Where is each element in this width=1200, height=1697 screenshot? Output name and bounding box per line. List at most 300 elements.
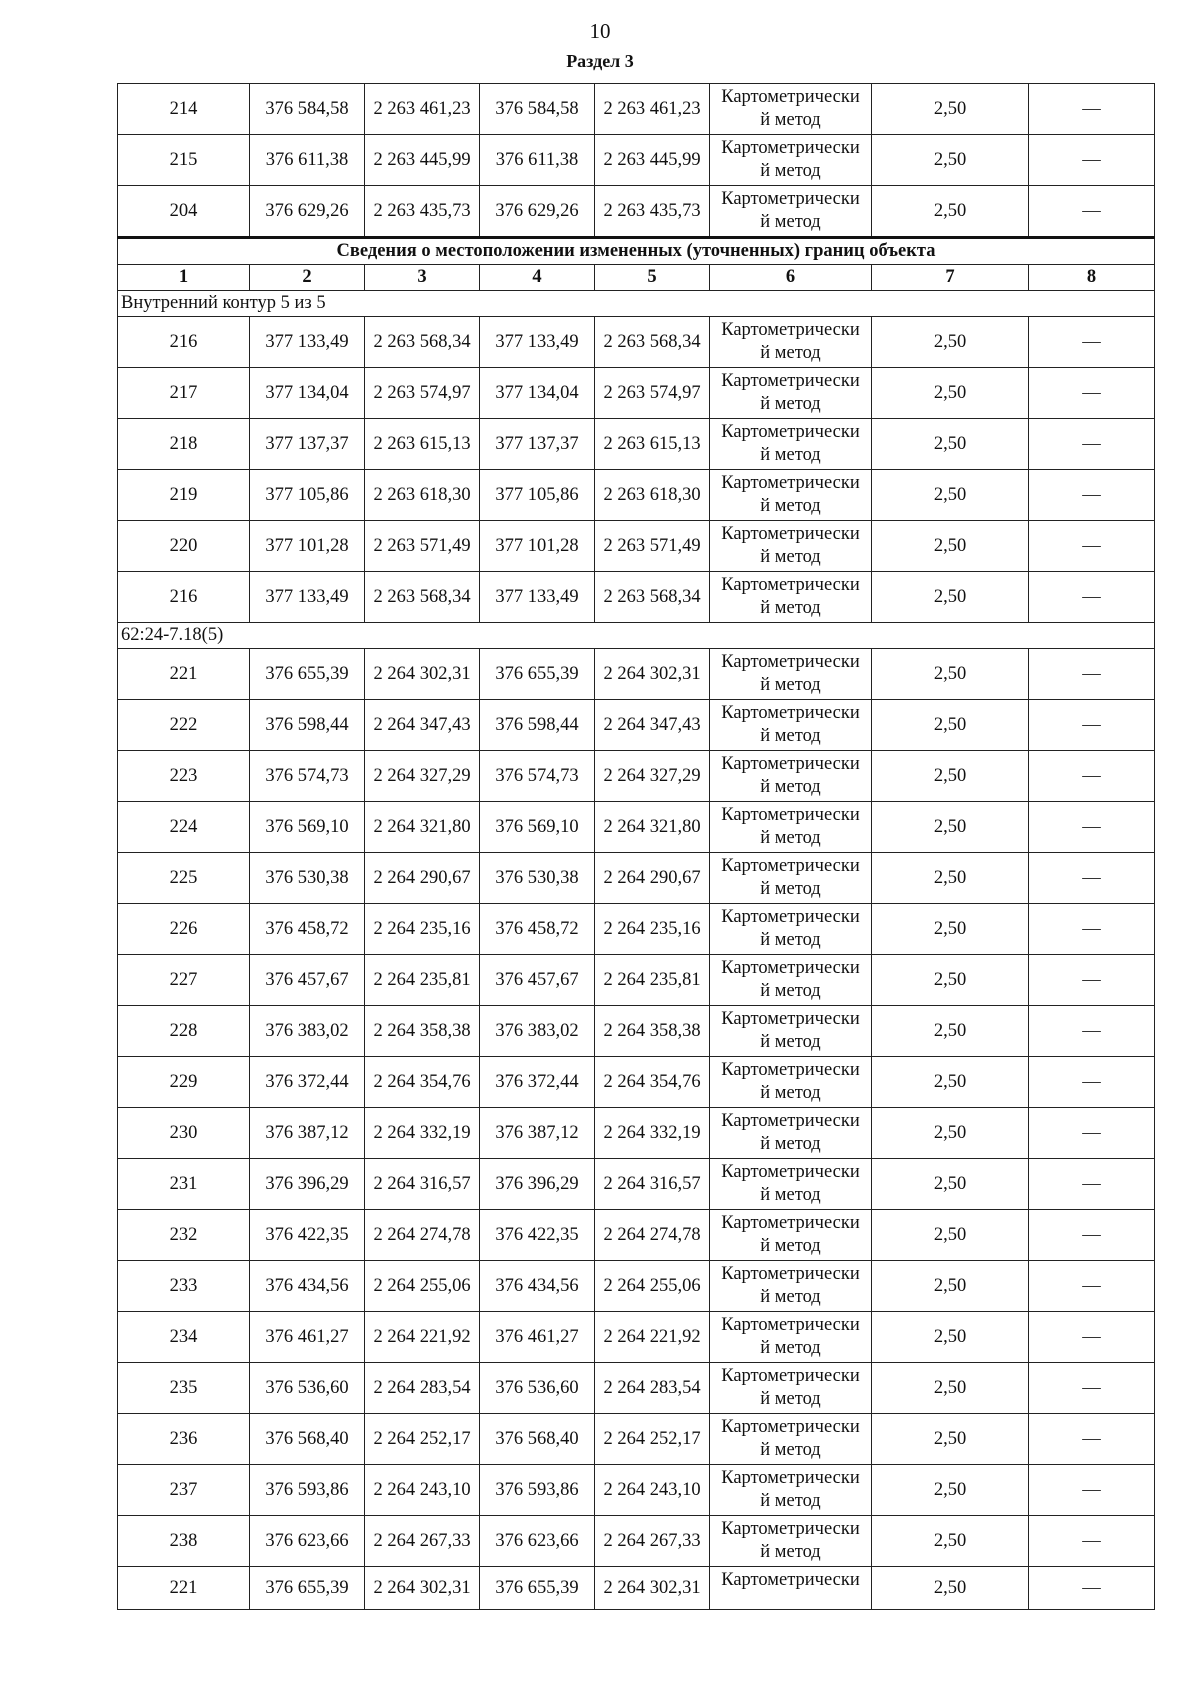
table-row bbox=[118, 84, 1155, 135]
table-row bbox=[118, 751, 1155, 802]
point-number-cell: 237 bbox=[118, 1465, 250, 1516]
method-line-1: Картометрически bbox=[721, 1162, 860, 1182]
note-cell: — bbox=[1029, 1159, 1155, 1210]
x-existing-cell: 376 598,44 bbox=[250, 700, 365, 751]
method-line-1: Картометрически bbox=[721, 1366, 860, 1386]
accuracy-cell: 2,50 bbox=[872, 317, 1029, 368]
method-line-1: Картометрически bbox=[721, 652, 860, 672]
method-line-1: Картометрически bbox=[721, 1570, 860, 1590]
note-cell: — bbox=[1029, 802, 1155, 853]
method-line-2: й метод bbox=[760, 1032, 821, 1052]
method-line-2: й метод bbox=[760, 879, 821, 899]
method-line-2: й метод bbox=[760, 675, 821, 695]
section-heading: Сведения о местоположении измененных (уточненных) границ объекта bbox=[118, 238, 1155, 265]
note-cell: — bbox=[1029, 1006, 1155, 1057]
point-number-cell: 230 bbox=[118, 1108, 250, 1159]
accuracy-cell: 2,50 bbox=[872, 751, 1029, 802]
y-existing-cell: 2 264 243,10 bbox=[365, 1465, 480, 1516]
y-existing-cell: 2 263 571,49 bbox=[365, 521, 480, 572]
y-refined-cell: 2 264 274,78 bbox=[595, 1210, 710, 1261]
method-line-1: Картометрически bbox=[721, 856, 860, 876]
accuracy-cell: 2,50 bbox=[872, 1516, 1029, 1567]
y-existing-cell: 2 263 435,73 bbox=[365, 186, 480, 238]
point-number-cell: 216 bbox=[118, 572, 250, 623]
x-refined-cell: 376 655,39 bbox=[480, 649, 595, 700]
x-refined-cell: 376 598,44 bbox=[480, 700, 595, 751]
method-cell bbox=[710, 1261, 872, 1312]
x-refined-cell: 376 629,26 bbox=[480, 186, 595, 238]
note-cell: — bbox=[1029, 572, 1155, 623]
method-cell bbox=[710, 904, 872, 955]
y-refined-cell: 2 264 327,29 bbox=[595, 751, 710, 802]
method-line-2: й метод bbox=[760, 1287, 821, 1307]
x-refined-cell: 377 101,28 bbox=[480, 521, 595, 572]
x-refined-cell: 376 568,40 bbox=[480, 1414, 595, 1465]
y-refined-cell: 2 263 445,99 bbox=[595, 135, 710, 186]
method-cell bbox=[710, 1210, 872, 1261]
x-refined-cell: 376 387,12 bbox=[480, 1108, 595, 1159]
y-existing-cell: 2 264 354,76 bbox=[365, 1057, 480, 1108]
method-line-2: й метод bbox=[760, 394, 821, 414]
accuracy-cell: 2,50 bbox=[872, 1006, 1029, 1057]
note-cell: — bbox=[1029, 470, 1155, 521]
note-cell: — bbox=[1029, 521, 1155, 572]
point-number-cell: 215 bbox=[118, 135, 250, 186]
y-existing-cell: 2 263 574,97 bbox=[365, 368, 480, 419]
accuracy-cell: 2,50 bbox=[872, 419, 1029, 470]
x-refined-cell: 376 396,29 bbox=[480, 1159, 595, 1210]
x-refined-cell: 376 530,38 bbox=[480, 853, 595, 904]
note-cell: — bbox=[1029, 649, 1155, 700]
note-cell: — bbox=[1029, 135, 1155, 186]
section-title: Раздел 3 bbox=[566, 51, 634, 71]
y-refined-cell: 2 263 618,30 bbox=[595, 470, 710, 521]
y-refined-cell: 2 264 332,19 bbox=[595, 1108, 710, 1159]
y-refined-cell: 2 264 243,10 bbox=[595, 1465, 710, 1516]
x-existing-cell: 376 623,66 bbox=[250, 1516, 365, 1567]
x-refined-cell: 376 574,73 bbox=[480, 751, 595, 802]
method-line-2: й метод bbox=[760, 1236, 821, 1256]
method-line-2: й метод bbox=[760, 343, 821, 363]
method-cell bbox=[710, 84, 872, 135]
x-refined-cell: 376 569,10 bbox=[480, 802, 595, 853]
page-number: 10 bbox=[589, 19, 611, 43]
point-number-cell: 236 bbox=[118, 1414, 250, 1465]
method-line-1: Картометрически bbox=[721, 1417, 860, 1437]
section-heading-row bbox=[118, 238, 1155, 265]
y-existing-cell: 2 264 321,80 bbox=[365, 802, 480, 853]
y-existing-cell: 2 264 290,67 bbox=[365, 853, 480, 904]
y-refined-cell: 2 264 267,33 bbox=[595, 1516, 710, 1567]
method-line-2: й метод bbox=[760, 930, 821, 950]
method-cell bbox=[710, 368, 872, 419]
method-cell bbox=[710, 649, 872, 700]
table-row bbox=[118, 904, 1155, 955]
method-line-1: Картометрически bbox=[721, 1111, 860, 1131]
x-existing-cell: 376 530,38 bbox=[250, 853, 365, 904]
accuracy-cell: 2,50 bbox=[872, 368, 1029, 419]
x-existing-cell: 376 434,56 bbox=[250, 1261, 365, 1312]
method-cell bbox=[710, 1363, 872, 1414]
method-line-1: Картометрически bbox=[721, 189, 860, 209]
method-line-2: й метод bbox=[760, 547, 821, 567]
x-refined-cell: 376 655,39 bbox=[480, 1567, 595, 1610]
x-refined-cell: 377 134,04 bbox=[480, 368, 595, 419]
y-refined-cell: 2 264 255,06 bbox=[595, 1261, 710, 1312]
method-line-2: й метод bbox=[760, 726, 821, 746]
table-row bbox=[118, 1006, 1155, 1057]
x-refined-cell: 376 458,72 bbox=[480, 904, 595, 955]
point-number-cell: 218 bbox=[118, 419, 250, 470]
table-row bbox=[118, 186, 1155, 238]
note-cell: — bbox=[1029, 955, 1155, 1006]
method-line-1: Картометрически bbox=[721, 1009, 860, 1029]
y-existing-cell: 2 264 302,31 bbox=[365, 649, 480, 700]
note-cell: — bbox=[1029, 1363, 1155, 1414]
y-existing-cell: 2 263 568,34 bbox=[365, 572, 480, 623]
accuracy-cell: 2,50 bbox=[872, 186, 1029, 238]
point-number-cell: 227 bbox=[118, 955, 250, 1006]
x-existing-cell: 376 655,39 bbox=[250, 1567, 365, 1610]
x-existing-cell: 376 593,86 bbox=[250, 1465, 365, 1516]
column-number: 2 bbox=[250, 265, 365, 291]
y-existing-cell: 2 264 252,17 bbox=[365, 1414, 480, 1465]
table-row bbox=[118, 1363, 1155, 1414]
y-existing-cell: 2 264 327,29 bbox=[365, 751, 480, 802]
x-refined-cell: 377 133,49 bbox=[480, 317, 595, 368]
table-row bbox=[118, 135, 1155, 186]
y-refined-cell: 2 263 435,73 bbox=[595, 186, 710, 238]
method-cell bbox=[710, 1516, 872, 1567]
method-line-2: й метод bbox=[760, 1440, 821, 1460]
accuracy-cell: 2,50 bbox=[872, 1261, 1029, 1312]
x-refined-cell: 376 536,60 bbox=[480, 1363, 595, 1414]
accuracy-cell: 2,50 bbox=[872, 521, 1029, 572]
y-refined-cell: 2 264 321,80 bbox=[595, 802, 710, 853]
column-number: 8 bbox=[1029, 265, 1155, 291]
point-number-cell: 224 bbox=[118, 802, 250, 853]
y-existing-cell: 2 263 461,23 bbox=[365, 84, 480, 135]
x-existing-cell: 376 461,27 bbox=[250, 1312, 365, 1363]
y-existing-cell: 2 264 235,81 bbox=[365, 955, 480, 1006]
method-line-2: й метод bbox=[760, 1389, 821, 1409]
table-row bbox=[118, 1108, 1155, 1159]
y-refined-cell: 2 264 235,16 bbox=[595, 904, 710, 955]
note-cell: — bbox=[1029, 853, 1155, 904]
method-cell bbox=[710, 853, 872, 904]
accuracy-cell: 2,50 bbox=[872, 1108, 1029, 1159]
table-row bbox=[118, 1261, 1155, 1312]
accuracy-cell: 2,50 bbox=[872, 649, 1029, 700]
x-refined-cell: 376 593,86 bbox=[480, 1465, 595, 1516]
x-refined-cell: 376 372,44 bbox=[480, 1057, 595, 1108]
y-existing-cell: 2 264 358,38 bbox=[365, 1006, 480, 1057]
x-existing-cell: 376 611,38 bbox=[250, 135, 365, 186]
method-cell bbox=[710, 1108, 872, 1159]
y-refined-cell: 2 264 347,43 bbox=[595, 700, 710, 751]
table-row bbox=[118, 853, 1155, 904]
method-line-1: Картометрически bbox=[721, 703, 860, 723]
method-line-2: й метод bbox=[760, 981, 821, 1001]
y-refined-cell: 2 263 615,13 bbox=[595, 419, 710, 470]
method-line-2: й метод bbox=[760, 1542, 821, 1562]
method-line-1: Картометрически bbox=[721, 1060, 860, 1080]
table-row bbox=[118, 700, 1155, 751]
y-refined-cell: 2 264 358,38 bbox=[595, 1006, 710, 1057]
accuracy-cell: 2,50 bbox=[872, 700, 1029, 751]
method-line-2: й метод bbox=[760, 598, 821, 618]
y-refined-cell: 2 264 354,76 bbox=[595, 1057, 710, 1108]
y-refined-cell: 2 264 221,92 bbox=[595, 1312, 710, 1363]
method-cell bbox=[710, 470, 872, 521]
y-existing-cell: 2 264 347,43 bbox=[365, 700, 480, 751]
method-line-2: й метод bbox=[760, 445, 821, 465]
method-cell bbox=[710, 1414, 872, 1465]
table-row bbox=[118, 470, 1155, 521]
note-cell: — bbox=[1029, 317, 1155, 368]
note-cell: — bbox=[1029, 1567, 1155, 1610]
table-row bbox=[118, 1516, 1155, 1567]
accuracy-cell: 2,50 bbox=[872, 135, 1029, 186]
y-refined-cell: 2 263 568,34 bbox=[595, 317, 710, 368]
y-existing-cell: 2 264 235,16 bbox=[365, 904, 480, 955]
x-existing-cell: 376 396,29 bbox=[250, 1159, 365, 1210]
method-line-2: й метод bbox=[760, 212, 821, 232]
table-row bbox=[118, 521, 1155, 572]
point-number-cell: 204 bbox=[118, 186, 250, 238]
group-label-row bbox=[118, 623, 1155, 649]
method-line-1: Картометрически bbox=[721, 473, 860, 493]
method-line-1: Картометрически bbox=[721, 524, 860, 544]
y-refined-cell: 2 263 461,23 bbox=[595, 84, 710, 135]
method-cell bbox=[710, 1567, 872, 1610]
method-cell bbox=[710, 317, 872, 368]
method-line-1: Картометрически bbox=[721, 1468, 860, 1488]
x-refined-cell: 377 133,49 bbox=[480, 572, 595, 623]
group-label: Внутренний контур 5 из 5 bbox=[118, 291, 1155, 317]
y-existing-cell: 2 263 615,13 bbox=[365, 419, 480, 470]
method-line-2: й метод bbox=[760, 1185, 821, 1205]
point-number-cell: 225 bbox=[118, 853, 250, 904]
x-existing-cell: 377 105,86 bbox=[250, 470, 365, 521]
method-line-1: Картометрически bbox=[721, 138, 860, 158]
y-refined-cell: 2 263 571,49 bbox=[595, 521, 710, 572]
method-line-2: й метод bbox=[760, 1083, 821, 1103]
y-refined-cell: 2 264 302,31 bbox=[595, 649, 710, 700]
note-cell: — bbox=[1029, 186, 1155, 238]
accuracy-cell: 2,50 bbox=[872, 1210, 1029, 1261]
method-cell bbox=[710, 1159, 872, 1210]
x-existing-cell: 376 655,39 bbox=[250, 649, 365, 700]
y-existing-cell: 2 264 255,06 bbox=[365, 1261, 480, 1312]
group-label: 62:24-7.18(5) bbox=[118, 623, 1155, 649]
x-refined-cell: 377 137,37 bbox=[480, 419, 595, 470]
accuracy-cell: 2,50 bbox=[872, 802, 1029, 853]
y-refined-cell: 2 264 252,17 bbox=[595, 1414, 710, 1465]
point-number-cell: 219 bbox=[118, 470, 250, 521]
x-existing-cell: 376 574,73 bbox=[250, 751, 365, 802]
note-cell: — bbox=[1029, 84, 1155, 135]
y-existing-cell: 2 264 302,31 bbox=[365, 1567, 480, 1610]
point-number-cell: 234 bbox=[118, 1312, 250, 1363]
method-cell bbox=[710, 186, 872, 238]
accuracy-cell: 2,50 bbox=[872, 853, 1029, 904]
point-number-cell: 229 bbox=[118, 1057, 250, 1108]
column-number-row bbox=[118, 265, 1155, 291]
table-row bbox=[118, 368, 1155, 419]
accuracy-cell: 2,50 bbox=[872, 904, 1029, 955]
note-cell: — bbox=[1029, 1414, 1155, 1465]
method-cell bbox=[710, 751, 872, 802]
table-row bbox=[118, 1414, 1155, 1465]
table-row bbox=[118, 419, 1155, 470]
method-line-1: Картометрически bbox=[721, 87, 860, 107]
y-existing-cell: 2 264 332,19 bbox=[365, 1108, 480, 1159]
method-cell bbox=[710, 419, 872, 470]
y-refined-cell: 2 264 290,67 bbox=[595, 853, 710, 904]
y-existing-cell: 2 263 445,99 bbox=[365, 135, 480, 186]
x-existing-cell: 376 387,12 bbox=[250, 1108, 365, 1159]
method-line-1: Картометрически bbox=[721, 754, 860, 774]
method-line-1: Картометрически bbox=[721, 1213, 860, 1233]
x-existing-cell: 376 536,60 bbox=[250, 1363, 365, 1414]
point-number-cell: 226 bbox=[118, 904, 250, 955]
x-existing-cell: 376 383,02 bbox=[250, 1006, 365, 1057]
accuracy-cell: 2,50 bbox=[872, 1312, 1029, 1363]
method-cell bbox=[710, 1006, 872, 1057]
table-row bbox=[118, 955, 1155, 1006]
y-existing-cell: 2 264 267,33 bbox=[365, 1516, 480, 1567]
method-cell bbox=[710, 572, 872, 623]
method-line-1: Картометрически bbox=[721, 1315, 860, 1335]
table-row bbox=[118, 572, 1155, 623]
x-refined-cell: 376 434,56 bbox=[480, 1261, 595, 1312]
note-cell: — bbox=[1029, 700, 1155, 751]
point-number-cell: 221 bbox=[118, 649, 250, 700]
note-cell: — bbox=[1029, 1057, 1155, 1108]
point-number-cell: 235 bbox=[118, 1363, 250, 1414]
method-line-1: Картометрически bbox=[721, 958, 860, 978]
table-row bbox=[118, 802, 1155, 853]
point-number-cell: 231 bbox=[118, 1159, 250, 1210]
x-existing-cell: 376 568,40 bbox=[250, 1414, 365, 1465]
x-refined-cell: 376 611,38 bbox=[480, 135, 595, 186]
point-number-cell: 232 bbox=[118, 1210, 250, 1261]
point-number-cell: 238 bbox=[118, 1516, 250, 1567]
x-existing-cell: 376 629,26 bbox=[250, 186, 365, 238]
point-number-cell: 222 bbox=[118, 700, 250, 751]
x-existing-cell: 376 457,67 bbox=[250, 955, 365, 1006]
note-cell: — bbox=[1029, 1465, 1155, 1516]
y-refined-cell: 2 263 568,34 bbox=[595, 572, 710, 623]
note-cell: — bbox=[1029, 751, 1155, 802]
method-cell bbox=[710, 955, 872, 1006]
note-cell: — bbox=[1029, 1516, 1155, 1567]
y-existing-cell: 2 263 618,30 bbox=[365, 470, 480, 521]
method-line-2: й метод bbox=[760, 161, 821, 181]
method-line-1: Картометрически bbox=[721, 320, 860, 340]
method-cell bbox=[710, 700, 872, 751]
column-number: 7 bbox=[872, 265, 1029, 291]
x-existing-cell: 376 569,10 bbox=[250, 802, 365, 853]
method-line-2: й метод bbox=[760, 496, 821, 516]
x-refined-cell: 377 105,86 bbox=[480, 470, 595, 521]
x-refined-cell: 376 457,67 bbox=[480, 955, 595, 1006]
point-number-cell: 233 bbox=[118, 1261, 250, 1312]
y-existing-cell: 2 264 283,54 bbox=[365, 1363, 480, 1414]
accuracy-cell: 2,50 bbox=[872, 1159, 1029, 1210]
method-cell bbox=[710, 1312, 872, 1363]
group-label-row bbox=[118, 291, 1155, 317]
x-existing-cell: 376 422,35 bbox=[250, 1210, 365, 1261]
note-cell: — bbox=[1029, 1312, 1155, 1363]
table-row bbox=[118, 1567, 1155, 1610]
coordinates-table-body bbox=[118, 84, 1155, 1610]
point-number-cell: 214 bbox=[118, 84, 250, 135]
accuracy-cell: 2,50 bbox=[872, 1363, 1029, 1414]
table-row bbox=[118, 1210, 1155, 1261]
point-number-cell: 217 bbox=[118, 368, 250, 419]
note-cell: — bbox=[1029, 1108, 1155, 1159]
note-cell: — bbox=[1029, 904, 1155, 955]
y-refined-cell: 2 264 302,31 bbox=[595, 1567, 710, 1610]
method-line-1: Картометрически bbox=[721, 1519, 860, 1539]
point-number-cell: 221 bbox=[118, 1567, 250, 1610]
table-row bbox=[118, 317, 1155, 368]
method-line-2: й метод bbox=[760, 777, 821, 797]
note-cell: — bbox=[1029, 1210, 1155, 1261]
column-number: 3 bbox=[365, 265, 480, 291]
x-refined-cell: 376 584,58 bbox=[480, 84, 595, 135]
x-existing-cell: 377 133,49 bbox=[250, 572, 365, 623]
accuracy-cell: 2,50 bbox=[872, 1567, 1029, 1610]
y-refined-cell: 2 264 235,81 bbox=[595, 955, 710, 1006]
x-refined-cell: 376 422,35 bbox=[480, 1210, 595, 1261]
method-line-2: й метод bbox=[760, 1491, 821, 1511]
x-existing-cell: 376 584,58 bbox=[250, 84, 365, 135]
x-existing-cell: 376 458,72 bbox=[250, 904, 365, 955]
method-cell bbox=[710, 1057, 872, 1108]
accuracy-cell: 2,50 bbox=[872, 572, 1029, 623]
column-number: 5 bbox=[595, 265, 710, 291]
method-line-2: й метод bbox=[760, 1338, 821, 1358]
accuracy-cell: 2,50 bbox=[872, 1414, 1029, 1465]
method-line-1: Картометрически bbox=[721, 1264, 860, 1284]
method-line-2: й метод bbox=[760, 828, 821, 848]
method-line-1: Картометрически bbox=[721, 371, 860, 391]
x-refined-cell: 376 623,66 bbox=[480, 1516, 595, 1567]
method-line-1: Картометрически bbox=[721, 907, 860, 927]
point-number-cell: 223 bbox=[118, 751, 250, 802]
accuracy-cell: 2,50 bbox=[872, 84, 1029, 135]
method-line-2: й метод bbox=[760, 110, 821, 130]
accuracy-cell: 2,50 bbox=[872, 955, 1029, 1006]
method-line-1: Картометрически bbox=[721, 422, 860, 442]
table-row bbox=[118, 1465, 1155, 1516]
note-cell: — bbox=[1029, 419, 1155, 470]
y-existing-cell: 2 264 274,78 bbox=[365, 1210, 480, 1261]
method-cell bbox=[710, 135, 872, 186]
point-number-cell: 220 bbox=[118, 521, 250, 572]
column-number: 6 bbox=[710, 265, 872, 291]
note-cell: — bbox=[1029, 1261, 1155, 1312]
y-existing-cell: 2 263 568,34 bbox=[365, 317, 480, 368]
x-existing-cell: 376 372,44 bbox=[250, 1057, 365, 1108]
column-number: 4 bbox=[480, 265, 595, 291]
method-line-2: й метод bbox=[760, 1134, 821, 1154]
accuracy-cell: 2,50 bbox=[872, 470, 1029, 521]
x-existing-cell: 377 137,37 bbox=[250, 419, 365, 470]
